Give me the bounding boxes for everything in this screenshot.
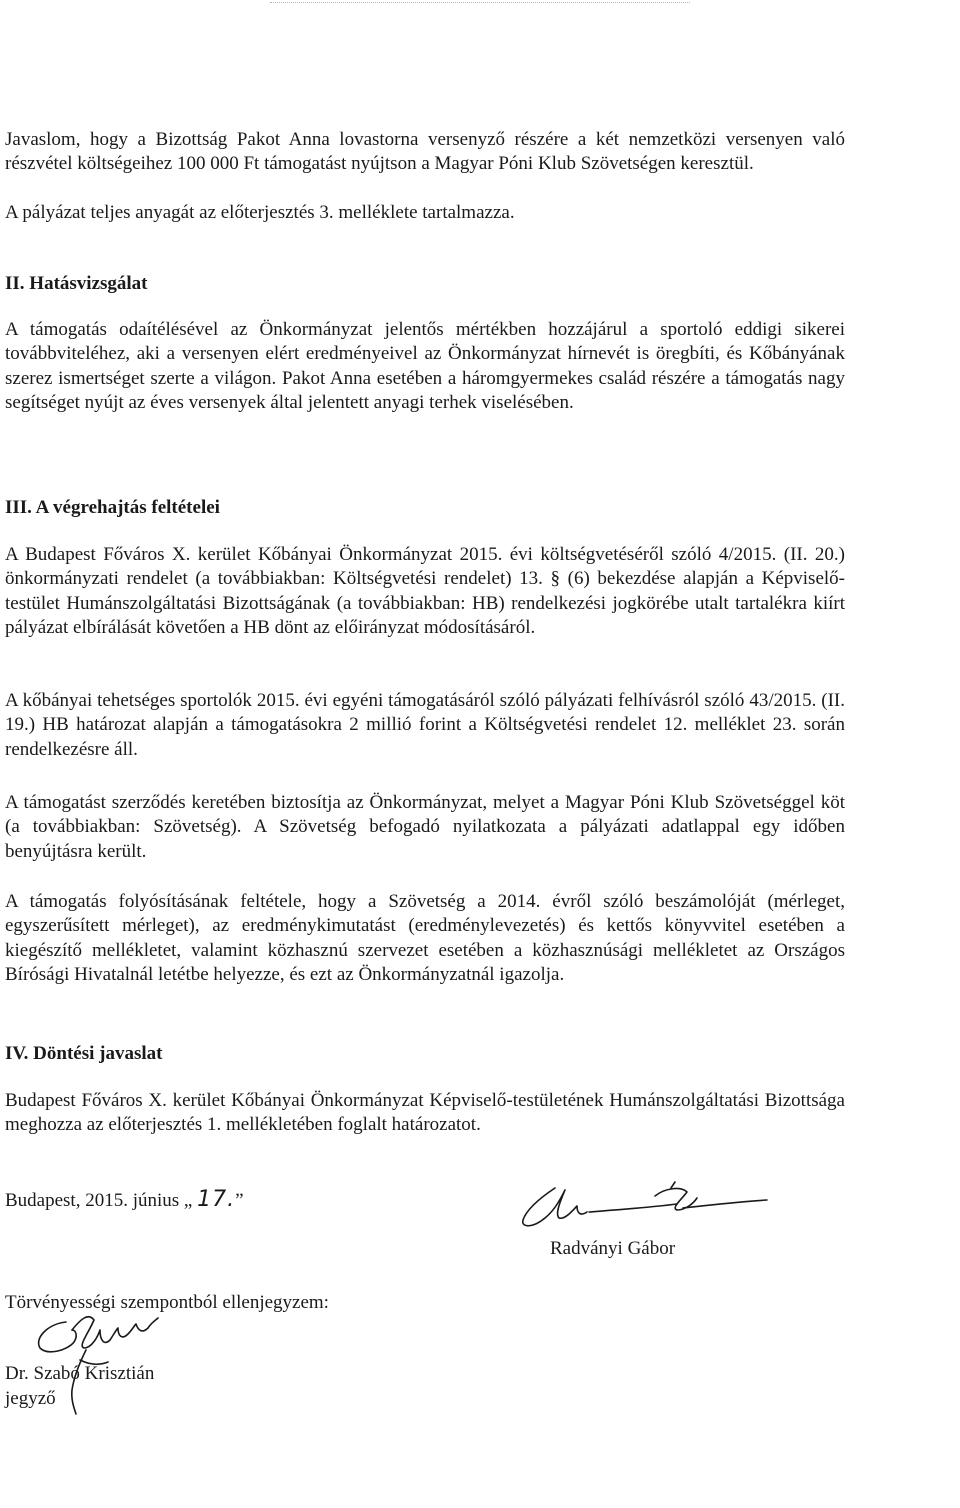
impact-paragraph: A támogatás odaítélésével az Önkormányzat jelentős mértékben hozzájárul a sportoló eddigi sikerei továbbviteléhez, aki a versenyen elért eredményeivel az Önkormányzat hírnevét is öregbíti, és Kőbányának szerez ismertséget szerte a világon. Pakot Anna esetében a háromgyermekes család részére a támogatás nagy segítséget nyújt az éves versenyek által jelentett anyagi terhek viselésében. bbox=[5, 319, 845, 414]
legal-countersign-label: Törvényességi szempontból ellenjegyzem: bbox=[5, 1292, 329, 1313]
notary-name: Dr. Szabó Krisztián bbox=[5, 1363, 155, 1384]
notary-title: jegyző bbox=[5, 1388, 56, 1409]
conditions-paragraph-1: A Budapest Főváros X. kerület Kőbányai Önkormányzat 2015. évi költségvetéséről szóló 4/2015. (II. 20.) önkormányzati rendelet (a továbbiakban: Költségvetési rendelet) 13. § (6) bekezdése alapján a Képviselő-testület Humánszolgáltatási Bizottságának (a továbbiakban: HB) rendelkezési jogkörébe utalt tartalékra kiírt pályázat elbírálását követően a HB dönt az előirányzat módosításáról. bbox=[5, 544, 845, 639]
date-line bbox=[5, 1188, 244, 1213]
section-heading-impact: II. Hatásvizsgálat bbox=[5, 273, 148, 294]
intro-paragraph: Javaslom, hogy a Bizottság Pakot Anna lovastorna versenyző részére a két nemzetközi versenyen való részvétel költségeihez 100 000 Ft támogatást nyújtson a Magyar Póni Klub Szövetségen keresztül. bbox=[5, 129, 845, 175]
scan-top-edge bbox=[270, 2, 690, 3]
signer-name: Radványi Gábor bbox=[550, 1238, 676, 1259]
date-prefix: Budapest, 2015. június „ bbox=[5, 1190, 193, 1211]
conditions-paragraph-4: A támogatás folyósításának feltétele, hogy a Szövetség a 2014. évről szóló beszámolóját (mérleget, egyszerűsített mérleget), az eredménykimutatást (eredménylevezetés) és kettős könyvvitel esetében a kiegészítő mellékletet, valamint közhasznú szervezet esetében a közhasznúsági mellékletet az Országos Bírósági Hivatalnál letétbe helyezze, és ezt az Önkormányzatnál igazolja. bbox=[5, 891, 845, 986]
chair-signature bbox=[505, 1168, 775, 1248]
intro-annex-note: A pályázat teljes anyagát az előterjesztés 3. melléklete tartalmazza. bbox=[5, 202, 515, 223]
conditions-paragraph-2: A kőbányai tehetséges sportolók 2015. évi egyéni támogatásáról szóló pályázati felhívásról szóló 43/2015. (II. 19.) HB határozat alapján a támogatásokra 2 millió forint a Költségvetési rendelet 12. melléklet 23. során rendelkezésre áll. bbox=[5, 690, 845, 760]
conditions-paragraph-3: A támogatást szerződés keretében biztosítja az Önkormányzat, melyet a Magyar Póni Klub Szövetséggel köt (a továbbiakban: Szövetség). A Szövetség befogadó nyilatkozata a pályázati adatlappal egy időben benyújtásra került. bbox=[5, 792, 845, 862]
section-heading-conditions: III. A végrehajtás feltételei bbox=[5, 497, 220, 518]
proposal-paragraph: Budapest Főváros X. kerület Kőbányai Önkormányzat Képviselő-testületének Humánszolgáltatási Bizottsága meghozza az előterjesztés 1. mellékletében foglalt határozatot. bbox=[5, 1090, 845, 1136]
section-heading-proposal: IV. Döntési javaslat bbox=[5, 1043, 163, 1064]
date-suffix: ” bbox=[235, 1190, 244, 1211]
date-day-handwritten: 17. bbox=[197, 1187, 236, 1212]
